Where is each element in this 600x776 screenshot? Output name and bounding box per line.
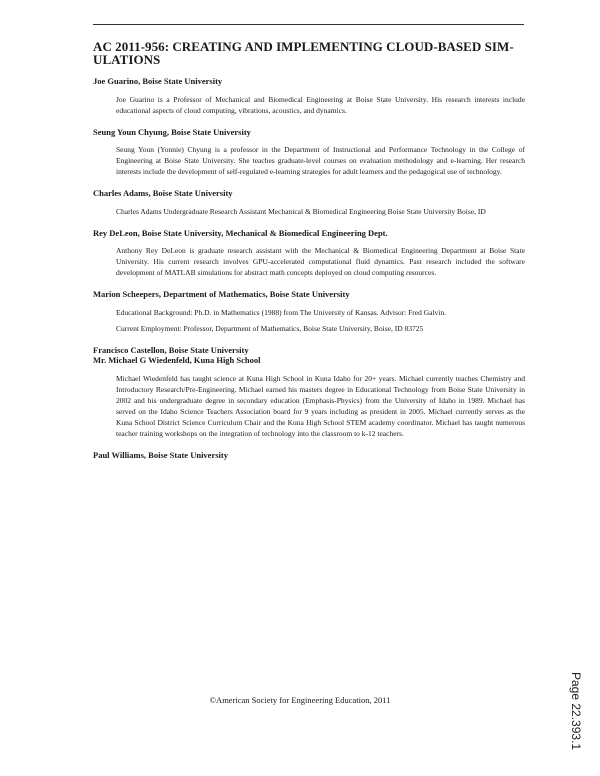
author-name: Seung Youn Chyung, Boise State University [93, 126, 251, 137]
author-name: Mr. Michael G Wiedenfeld, Kuna High School [93, 355, 261, 365]
author-bio: Educational Background: Ph.D. in Mathematics (1988) from The University of Kansas. Advisor: Fred Galvin. [116, 307, 447, 317]
author-block [93, 188, 525, 217]
author-block [93, 345, 525, 439]
paper-content [93, 40, 525, 471]
author-bio: Current Employment: Professor, Department of Mathematics, Boise State University, Boise, ID 83725 [116, 323, 424, 333]
author-block [93, 127, 525, 178]
author-bio: Joe Guarino is a Professor of Mechanical and Biomedical Engineering at Boise State University. His research interests include educational aspects of cloud computing, vibrations, acoustics, and dynamics. [116, 94, 525, 115]
author-bio: Seung Youn (Yonnie) Chyung is a professor in the Department of Instructional and Performance Technology in the College of Engineering at Boise State University. She teaches graduate-level courses on evaluation methodology and e-learning. Her research interests include the development of self-regulated e-learning strategies for adult learners and the pedagogical use of technology. [116, 145, 525, 176]
paper-title: AC 2011-956: CREATING AND IMPLEMENTING CLOUD-BASED SIM- ULATIONS [93, 39, 514, 67]
author-block [93, 228, 525, 279]
author-name: Rey DeLeon, Boise State University, Mechanical & Biomedical Engineering Dept. [93, 227, 388, 238]
author-name: Francisco Castellon, Boise State University [93, 344, 249, 355]
author-bio: Anthony Rey DeLeon is graduate research assistant with the Mechanical & Biomedical Engineering Department at Boise State University. His current research involves GPU-accelerated computational fluid dynamics. Past research included the software development of MATLAB simulations for abstract math concepts deployed on cloud computing resources. [116, 246, 525, 277]
page-number-stamp: Page 22.393.1 [569, 672, 583, 751]
author-block [93, 76, 525, 116]
author-name: Paul Williams, Boise State University [93, 449, 228, 460]
author-name: Joe Guarino, Boise State University [93, 76, 223, 86]
author-block [93, 450, 525, 461]
author-bio: Michael Wiedenfeld has taught science at Kuna High School in Kuna Idaho for 20+ years. Michael currently teaches Chemistry and Introductory Research/Pre-Engineering. Michael earned his masters degree in Educational Technology from Boise State University in 2002 and his undergraduate degree in secondary education (Emphasis-Physics) from the University of Idaho in 1989. Michael has served on the Idaho Science Teachers Association board for 9 years including as president in 2005. Michael currently serves as the Kuna School District Science Curriculum Chair and the Kuna High School STEM academy coordinator. Michael has taught numerous teacher training workshops on the integration of technology into the classroom to k-12 teachers. [116, 373, 525, 438]
copyright-footer: ©American Society for Engineering Education, 2011 [209, 695, 391, 705]
author-block [93, 289, 525, 334]
author-name: Charles Adams, Boise State University [93, 188, 233, 198]
header-rule [93, 24, 524, 25]
author-bio: Charles Adams Undergraduate Research Assistant Mechanical & Biomedical Engineering Boise State University Boise, ID [116, 206, 486, 216]
author-name: Marion Scheepers, Department of Mathematics, Boise State University [93, 289, 350, 299]
